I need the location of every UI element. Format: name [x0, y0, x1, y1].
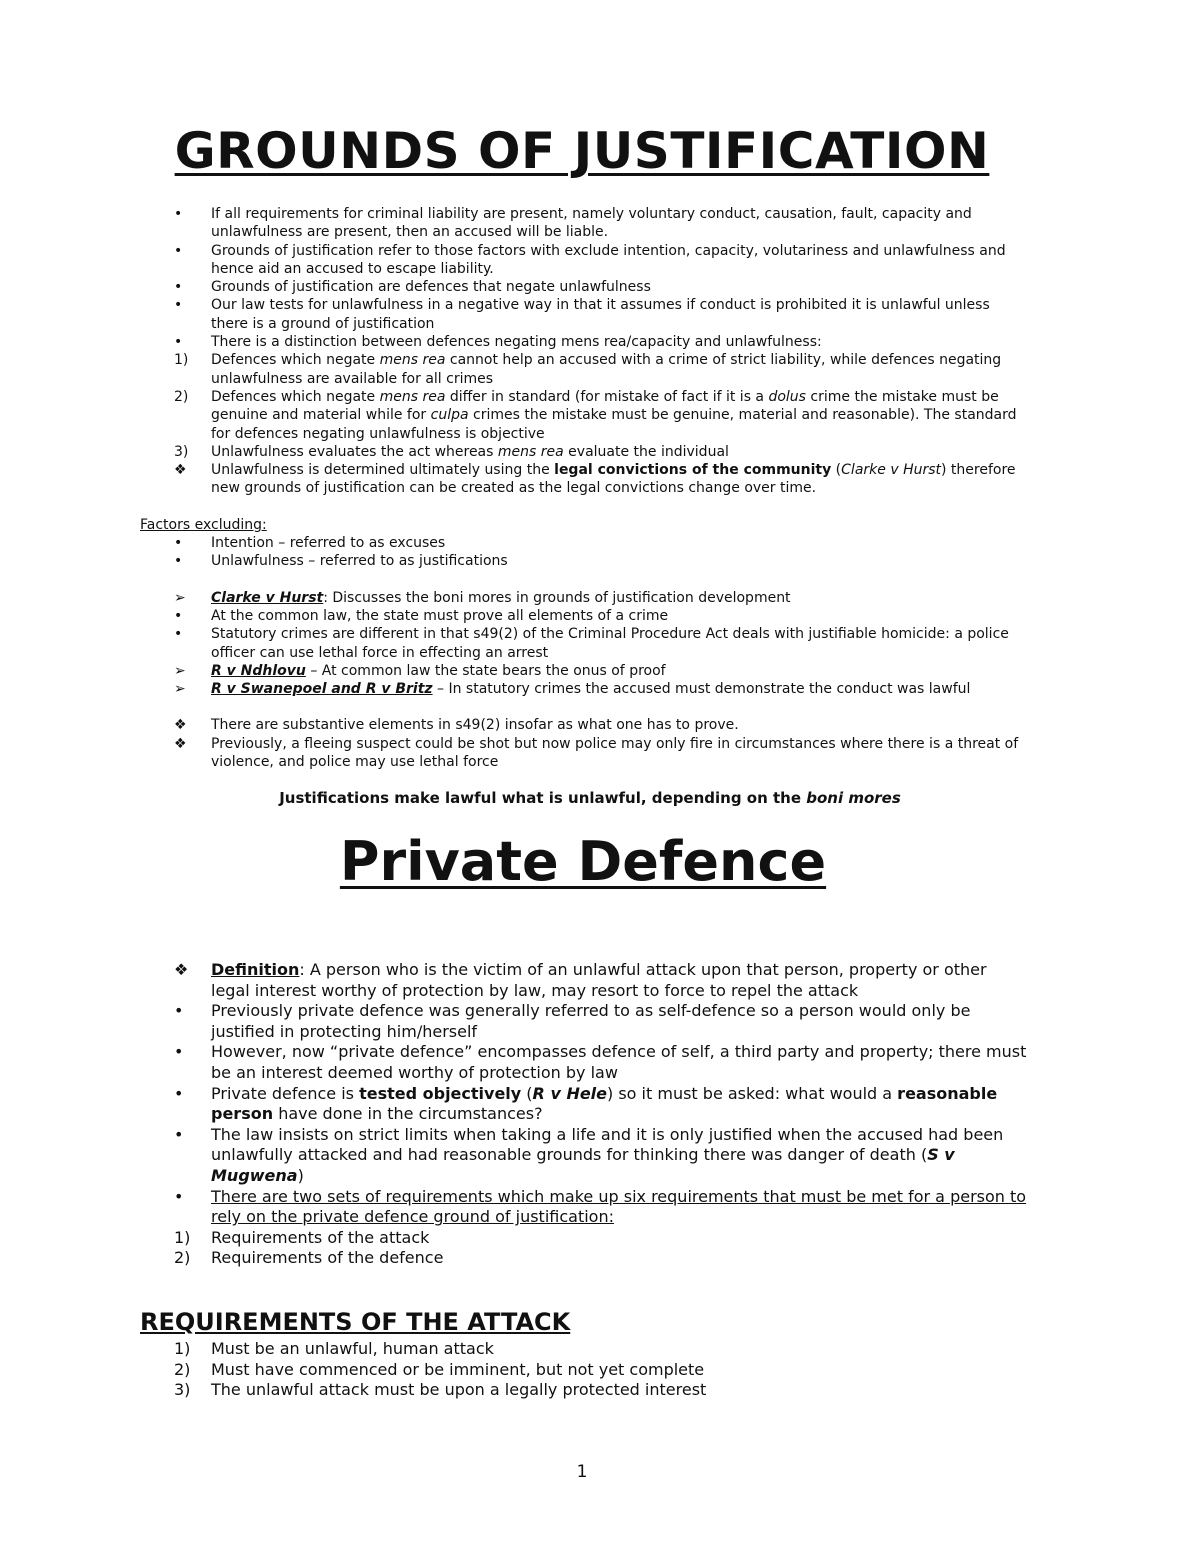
- private-defence-section: [0, 960, 1200, 1269]
- case-item: ➢ Clarke v Hurst: Discusses the boni mores in grounds of justification development: [174, 589, 791, 606]
- arrow-bullet-icon: ➢: [174, 662, 186, 679]
- attack-requirements: [0, 1339, 1200, 1401]
- numbered-item: 2) Must have commenced or be imminent, but not yet complete: [174, 1359, 705, 1379]
- list-item: • The law insists on strict limits when taking a life and it is only justified when the accused had been unlawfully attacked and had reasonable grounds for thinking there was danger of death (S v Mugwena): [174, 1124, 1004, 1185]
- case-name: R v Swanepoel and R v Britz: [211, 681, 433, 698]
- numbered-item: 2) Defences which negate mens rea differ in standard (for mistake of fact if it is a dolus crime the mistake must be genuine and material while for culpa crimes the mistake must be genuine, material and reasonable). The standard for defences negating unlawfulness is objective: [174, 388, 1017, 442]
- list-item: • Our law tests for unlawfulness in a negative way in that it assumes if conduct is prohibited it is unlawful unless there is a ground of justification: [174, 297, 990, 332]
- list-item: • Grounds of justification are defences that negate unlawfulness: [174, 279, 651, 296]
- list-item: • If all requirements for criminal liability are present, namely voluntary conduct, causation, fault, capacity and unlawfulness are present, then an accused will be liable.: [174, 206, 972, 241]
- diamond-bullet-icon: ❖: [174, 717, 187, 734]
- summary-statement: Justifications make lawful what is unlawful, depending on the boni mores: [279, 789, 901, 808]
- bullet-icon: •: [174, 626, 183, 643]
- case-item: ➢ R v Swanepoel and R v Britz – In statutory crimes the accused must demonstrate the conduct was lawful: [174, 681, 971, 698]
- list-number: 2): [174, 388, 189, 405]
- numbered-item: 2) Requirements of the defence: [174, 1248, 444, 1268]
- page-number: 1: [576, 1462, 588, 1482]
- list-item: • Intention – referred to as excuses: [174, 535, 446, 552]
- case-item: ➢ R v Ndhlovu – At common law the state bears the onus of proof: [174, 662, 666, 679]
- list-item: • Unlawfulness – referred to as justifications: [174, 553, 508, 570]
- list-item: • Private defence is tested objectively (R v Hele) so it must be asked: what would a reasonable person have done in the circumstances?: [174, 1083, 998, 1124]
- bullet-icon: •: [174, 1186, 184, 1206]
- list-item: ❖ Unlawfulness is determined ultimately using the legal convictions of the community (Clarke v Hurst) therefore new grounds of justification can be created as the legal convictions change over time.: [174, 462, 1016, 497]
- list-item: • Statutory crimes are different in that s49(2) of the Criminal Procedure Act deals with justifiable homicide: a police officer can use lethal force in effecting an arrest: [174, 626, 1009, 661]
- bullet-icon: •: [174, 1083, 184, 1103]
- bullet-icon: •: [174, 1124, 184, 1144]
- bullet-icon: •: [174, 535, 183, 552]
- list-number: 3): [174, 1380, 191, 1400]
- definition-label: Definition: [211, 960, 300, 979]
- bullet-icon: •: [174, 607, 183, 624]
- list-item: • Previously private defence was generally referred to as self-defence so a person would only be justified in protecting him/herself: [174, 1001, 971, 1041]
- list-number: 1): [174, 1339, 191, 1358]
- list-item: • However, now “private defence” encompasses defence of self, a third party and property; there must be an interest deemed worthy of protection by law: [174, 1042, 1027, 1082]
- page-title: GROUNDS OF JUSTIFICATION: [174, 122, 990, 180]
- list-item: ❖ There are substantive elements in s49(2) insofar as what one has to prove.: [174, 717, 739, 734]
- bullet-icon: •: [174, 553, 183, 570]
- intro-section: [0, 205, 1200, 808]
- numbered-item: 1) Requirements of the attack: [174, 1227, 430, 1247]
- list-number: 2): [174, 1359, 191, 1379]
- bullet-icon: •: [174, 1042, 184, 1062]
- arrow-bullet-icon: ➢: [174, 681, 186, 698]
- arrow-bullet-icon: ➢: [174, 589, 186, 606]
- numbered-item: 3) The unlawful attack must be upon a legally protected interest: [174, 1380, 707, 1400]
- list-number: 1): [174, 1227, 191, 1247]
- list-item: ❖ Definition: A person who is the victim of an unlawful attack upon that person, property or other legal interest worthy of protection by law, may resort to force to repel the attack: [174, 960, 987, 1000]
- list-item: • Grounds of justification refer to those factors with exclude intention, capacity, volutariness and unlawfulness and hence aid an accused to escape liability.: [174, 242, 1006, 277]
- list-number: 1): [174, 352, 189, 369]
- list-number: 3): [174, 443, 189, 460]
- bullet-icon: •: [174, 206, 183, 222]
- case-name: S v Mugwena: [211, 1145, 955, 1185]
- subsection-title: REQUIREMENTS OF THE ATTACK: [140, 1308, 571, 1336]
- bullet-icon: •: [174, 242, 183, 259]
- case-name: R v Hele: [532, 1083, 608, 1103]
- bullet-icon: •: [174, 1001, 184, 1021]
- numbered-item: 1) Defences which negate mens rea cannot help an accused with a crime of strict liability, while defences negating unlawfulness are available for all crimes: [174, 352, 1002, 387]
- list-item: • There is a distinction between defences negating mens rea/capacity and unlawfulness:: [174, 334, 822, 351]
- numbered-item: 1) Must be an unlawful, human attack: [174, 1339, 494, 1358]
- list-item: • There are two sets of requirements which make up six requirements that must be met for a person to rely on the private defence ground of justification:: [174, 1186, 1027, 1227]
- list-number: 2): [174, 1248, 191, 1268]
- case-name: R v Ndhlovu: [211, 662, 306, 679]
- bullet-icon: •: [174, 297, 183, 314]
- diamond-bullet-icon: ❖: [174, 462, 187, 479]
- section-title: Private Defence: [339, 830, 827, 893]
- diamond-bullet-icon: ❖: [174, 960, 189, 979]
- list-item: • At the common law, the state must prove all elements of a crime: [174, 607, 669, 624]
- bullet-icon: •: [174, 279, 183, 296]
- bullet-icon: •: [174, 334, 183, 351]
- numbered-item: 3) Unlawfulness evaluates the act whereas mens rea evaluate the individual: [174, 443, 729, 460]
- case-name: Clarke v Hurst: [211, 589, 324, 606]
- list-item: ❖ Previously, a fleeing suspect could be shot but now police may only fire in circumstances where there is a threat of violence, and police may use lethal force: [174, 735, 1019, 771]
- diamond-bullet-icon: ❖: [174, 735, 187, 752]
- factors-label: Factors excluding:: [140, 516, 267, 533]
